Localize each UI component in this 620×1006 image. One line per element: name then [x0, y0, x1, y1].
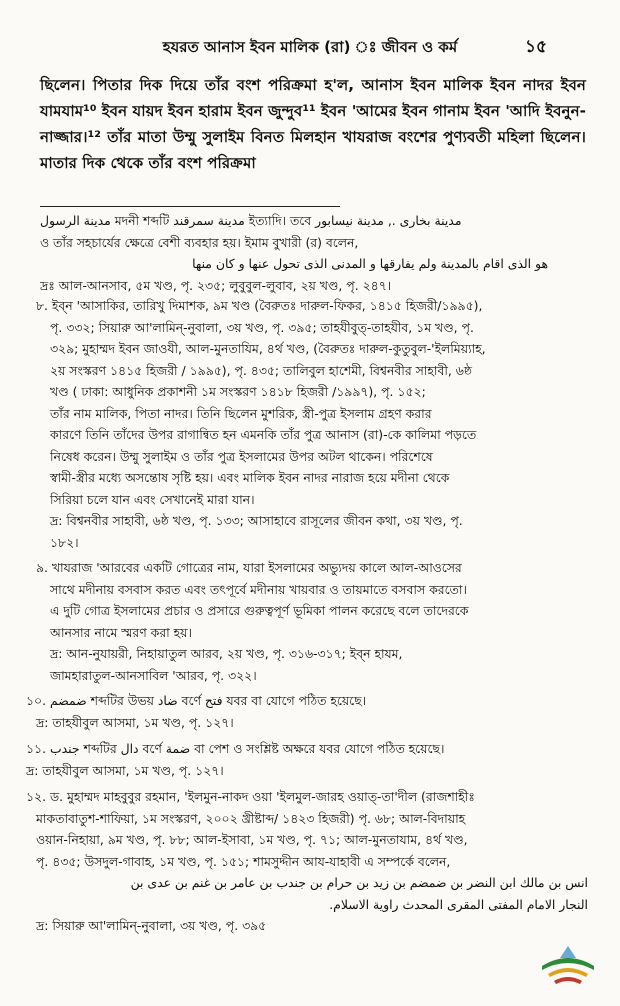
footnote-source: ১৮২।	[50, 534, 79, 550]
footnote-line: নিষেধ করেন। উম্মু সুলাইম ও তাঁর পুত্র ইসলামের উপর অটল থাকেন। পরিশেষে	[50, 448, 433, 464]
footnote-line: مدينة الرسول মদনী শব্দটি مدينة سمرقند ইত্যাদি। তবে مدينة بخارى ., مدينة نيسابور	[40, 213, 462, 228]
footnote-source: দ্র: তাহযীবুল আসমা, ১ম খণ্ড, পৃ. ১২৭।	[26, 762, 224, 778]
footnote-line: ওয়ান-নিহায়া, ৯ম খণ্ড, পৃ. ৮৮; আল-ইসাবা, ১ম খণ্ড, পৃ. ৭১; আল-মুনতাযাম, ৪র্থ খণ্ড,	[36, 832, 468, 847]
footnote-line: পৃ. ৪৩৫; উসদুল-গাবাহ, ১ম খণ্ড, পৃ. ১৫১; শামসুদ্দীন আয-যাহাবী এ সম্পর্কে বলেন,	[36, 853, 451, 869]
footnote-line: ও তাঁর সহচার্যের ক্ষেত্রে বেশী ব্যবহার হয়। ইমাম বুখারী (র) বলেন,	[40, 234, 359, 250]
arabic-quote: انس بن مالك ابن النضر بن ضمضم بن زيد بن حرام بن جندب بن عامر بن غنم بن عدى بن	[130, 875, 588, 890]
footnote-line: এ দুটি গোত্র ইসলামের প্রচার ও প্রসারে গুরুত্বপূর্ণ ভূমিকা পালন করেছে বলে তাদেরকে	[50, 603, 469, 618]
footnote-continued	[40, 210, 588, 296]
footnote-line: ১০. ضمضم শব্দটির উভয় ضاد বর্ণে فتح যবর বা যোগে পঠিত হয়েছে।	[26, 693, 367, 708]
publisher-logo-icon	[538, 940, 598, 990]
footnote-line: সাথে মদীনায় বসবাস করত এবং তৎপূর্বে মদীনায় খায়বার ও তায়মাতে বসবাস করতো।	[50, 581, 467, 597]
footnote-line: তাঁর নাম মালিক, পিতা নাদর। তিনি ছিলেন মুশরিক, স্ত্রী-পুত্র ইসলাম গ্রহণ করার	[50, 405, 432, 421]
footnote-line: পৃ. ৩৩২; সিয়ারু আ'লামিন্-নুবালা, ৩য় খণ্ড, পৃ. ৩৯৫; তাহযীবুত্-তাহযীব, ১ম খণ্ড, পৃ.	[50, 319, 474, 335]
footnote-line: কারণে তিনি তাঁদের উপর রাগান্বিত হন এমনকি তাঁর পুত্র আনাস (রা)-কে কালিমা পড়তে	[50, 427, 477, 442]
footnote-divider	[40, 206, 340, 207]
footnote-12	[26, 786, 588, 937]
footnote-line: ৯. খাযরাজ 'আরবের একটি গোত্রের নাম, যারা ইসলামের অভ্যুদয় কালে আল-আওসের	[36, 560, 462, 575]
footnote-line: ২য় সংস্করণ ১৪১৫ হিজরী / ১৯৯৫), পৃ. ৪৩৫; তালিবুল হাশেমী, বিশ্বনবীর সাহাবী, ৬ষ্ঠ	[50, 362, 472, 378]
footnote-source: দ্র: তাহযীবুল আসমা, ১ম খণ্ড, পৃ. ১২৭।	[36, 714, 234, 730]
footnote-line: সিরিয়া চলে যান এবং সেখানেই মারা যান।	[50, 491, 255, 507]
page-number: ১৫	[525, 37, 548, 57]
logo-band-icon	[548, 968, 588, 977]
footnote-10	[26, 690, 588, 733]
footnote-9	[36, 557, 588, 686]
footnote-line: খণ্ড ( ঢাকা: আধুনিক প্রকাশনী ১ম সংস্করণ ১৪১৮ হিজরী /১৯৯৭), পৃ. ১৫২;	[50, 384, 426, 399]
footnote-source: দ্র: সিয়ারু আ'লামিন্-নুবালা, ৩য় খণ্ড, পৃ. ৩৯৫	[36, 918, 267, 933]
footnote-source: দ্র: বিশ্বনবীর সাহাবী, ৬ষ্ঠ খণ্ড, পৃ. ১৩৩; আসাহাবে রাসূলের জীবন কথা, ৩য় খণ্ড, পৃ.	[50, 513, 463, 528]
footnote-line: স্বামী-স্ত্রীর মধ্যে অসন্তোষ সৃষ্টি হয়। এবং মালিক ইবন নাদর নারাজ হয়ে মদীনা থেকে	[50, 470, 450, 485]
body-paragraph: ছিলেন। পিতার দিক দিয়ে তাঁর বংশ পরিক্রমা হ'ল, আনাস ইবন মালিক ইবন নাদর ইবন যামযাম¹⁰ ইবন যায়দ ইবন হারাম ইবন জুন্দুব¹¹ ইবন 'আমের ইবন গানাম ইবন 'আদি ইবনুন-নাজ্জার।¹² তাঁর মাতা উম্মু সুলাইম বিনত মিলহান খাযরাজ বংশের পুণ্যবতী মহিলা ছিলেন। মাতার দিক থেকে তাঁর বংশ পরিক্রমা	[40, 76, 586, 172]
footnote-line: ৩২৯; মুহাম্মদ ইবন জাওযী, আল-মুনতাযিম, ৪র্থ খণ্ড, (বৈরুতঃ দারুল-কুতুবুল-'ইলমিয়্যাহ,	[50, 341, 486, 356]
footnote-source: জামহারাতুল-আনসাবিল 'আরব, পৃ. ৩২২।	[50, 667, 257, 683]
logo-peak-icon	[560, 946, 576, 958]
footnote-line: ১২. ড. মুহাম্মদ মাহবুবুর রহমান, 'ইলমুন-নাকদ ওয়া 'ইলমুল-জারহ ওয়াত্-তা'দীল (রাজশাহীঃ	[26, 789, 475, 804]
arabic-quote: النجار الامام المفتى المقرى المحدث راوية الاسلام.	[329, 896, 588, 912]
footnote-line: আনসার নামে স্মরণ করা হয়।	[50, 624, 192, 640]
footnote-8	[36, 295, 588, 553]
footnote-11	[26, 738, 588, 781]
footnote-source: দ্র: আন-নুযায়রী, নিহায়াতুল আরব, ২য় খণ্ড, পৃ. ৩১৬-৩১৭; ইব্ন হাযম,	[50, 646, 403, 661]
footnote-line: ১১. جندب শব্দটির دال বর্ণে ضمة বা পেশ ও সংশ্লিষ্ট অক্ষরে যবর যোগে পঠিত হয়েছে।	[26, 741, 445, 756]
footnote-line: মাকতাবাতুশ-শাফিয়া, ১ম সংস্করণ, ২০০২ খ্রীষ্টাব্দ/ ১৪২৩ হিজরী) পৃ. ৬৮; আল-বিদায়াহ	[36, 810, 466, 826]
footnote-source: দ্রঃ আল-আনসাব, ৫ম খণ্ড, পৃ. ২৩৫; লুবুবুল-লুবাব, ২য় খণ্ড, পৃ. ২৪৭।	[40, 277, 392, 293]
logo-base-icon	[554, 977, 582, 984]
arabic-quote: هو الذى اقام بالمدينة ولم يفارقها و المدنى الذى تحول عنها و كان منها	[192, 256, 548, 271]
running-header: হযরত আনাস ইবন মালিক (রা) ঃ জীবন ও কর্ম	[162, 38, 458, 56]
footnote-line: ৮. ইব্ন 'আসাকির, তারিখু দিমাশক, ৯ম খণ্ড (বৈরুতঃ দারুল-ফিকর, ১৪১৫ হিজরী/১৯৯৫),	[36, 298, 483, 313]
